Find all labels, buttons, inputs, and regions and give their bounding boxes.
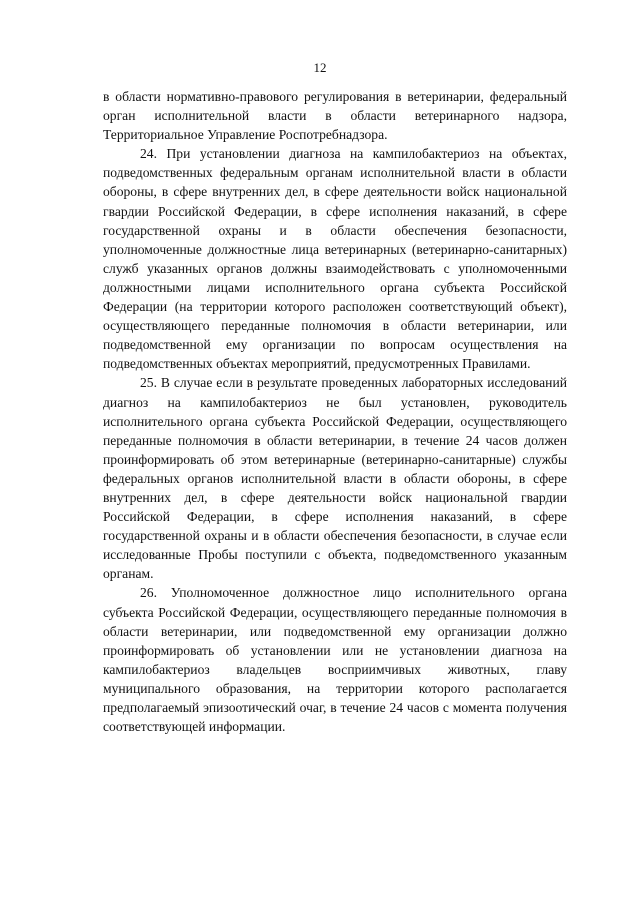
page-number: 12 [313,60,327,75]
paragraph-26: 26. Уполномоченное должностное лицо исполнительного органа субъекта Российской Федерации, осуществляющего переданные полномочия в области ветеринарии, или подведомственной ему организации должно проинформировать об установлении или не установлении диагноза на кампилобактериоз владельцев восприимчивых животных, главу муниципального образования, на территории которого располагается предполагаемый эпизоотический очаг, в течение 24 часов с момента получения соответствующей информации. [103,585,567,735]
document-body [103,87,567,736]
paragraph-continuation: в области нормативно-правового регулирования в ветеринарии, федеральный орган исполнительной власти в области ветеринарного надзора, Территориальное Управление Роспотребнадзора. [103,89,567,143]
paragraph-25: 25. В случае если в результате проведенных лабораторных исследований диагноз на кампилобактериоз не был установлен, руководитель исполнительного органа субъекта Российской Федерации, осуществляющего переданные полномочия в области ветеринарии, в течение 24 часов должен проинформировать об этом ветеринарные (ветеринарно-санитарные) службы федеральных органов исполнительной власти в области обороны, в сфере внутренних дел, в сфере деятельности войск национальной гвардии Российской Федерации, в сфере исполнения наказаний, в сфере государственной охраны и в области обеспечения безопасности, в случае если исследованные Пробы поступили с объекта, подведомственного указанным органам. [103,375,567,582]
paragraph-24: 24. При установлении диагноза на кампилобактериоз на объектах, подведомственных федеральным органам исполнительной власти в области обороны, в сфере внутренних дел, в сфере деятельности войск национальной гвардии Российской Федерации, в сфере исполнения наказаний, в сфере государственной охраны и в области обеспечения безопасности, уполномоченные должностные лица ветеринарных (ветеринарно-санитарных) служб указанных органов должны взаимодействовать с уполномоченными должностными лицами исполнительного органа субъекта Российской Федерации (на территории которого расположен соответствующий объект), осуществляющего переданные полномочия в области ветеринарии, или подведомственной ему организации по вопросам осуществления на подведомственных объектах мероприятий, предусмотренных Правилами. [103,146,567,372]
